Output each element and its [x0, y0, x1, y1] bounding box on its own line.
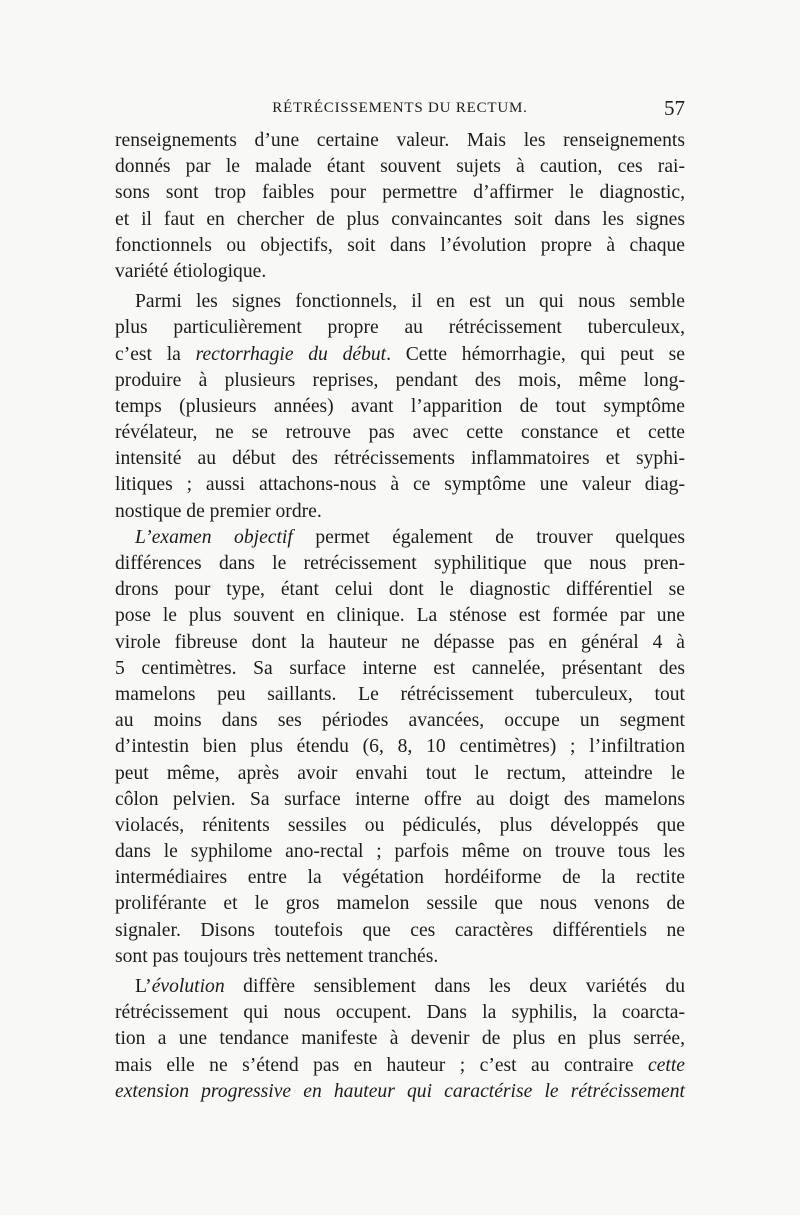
paragraph	[115, 974, 685, 1105]
paragraph	[115, 289, 685, 525]
text-line: donnés par le malade étant souvent sujets à caution, ces rai-	[115, 156, 685, 178]
text-line: nostique de premier ordre.	[115, 500, 322, 522]
text-line: d’intestin bien plus étendu (6, 8, 10 centimètres) ; l’infiltration	[115, 736, 685, 758]
paragraph	[115, 525, 685, 970]
text-line: L’évolution diffère sensiblement dans les deux variétés du	[135, 976, 685, 997]
text-line: virole fibreuse dont la hauteur ne dépasse pas en général 4 à	[115, 631, 685, 653]
text-line: différences dans le retrécissement syphilitique que nous pren-	[115, 553, 685, 574]
text-line: rétrécissement qui nous occupent. Dans la syphilis, la coarcta-	[115, 1002, 685, 1024]
text-line: sons sont trop faibles pour permettre d’affirmer le diagnostic,	[115, 182, 685, 204]
text-line: signaler. Disons toutefois que ces caractères différentiels ne	[115, 919, 685, 941]
text-line: intensité au début des rétrécissements inflammatoires et syphi-	[115, 448, 685, 470]
text-line: fonctionnels ou objectifs, soit dans l’évolution propre à chaque	[115, 234, 685, 256]
text-line: Parmi les signes fonctionnels, il en est un qui nous semble	[135, 291, 685, 313]
text-line: violacés, rénitents sessiles ou pédiculés, plus développés que	[115, 814, 685, 836]
text-line: côlon pelvien. Sa surface interne offre au doigt des mamelons	[115, 788, 685, 810]
text-line: c’est la rectorrhagie du début. Cette hémorrhagie, qui peut se	[115, 343, 685, 365]
text-line: mais elle ne s’étend pas en hauteur ; c’est au contraire cette	[115, 1054, 685, 1076]
text-line: pose le plus souvent en clinique. La sténose est formée par une	[115, 605, 685, 627]
text-line: mamelons peu saillants. Le rétrécissement tuberculeux, tout	[115, 683, 685, 705]
text-line: renseignements d’une certaine valeur. Mais les renseignements	[115, 130, 685, 151]
text-line: produire à plusieurs reprises, pendant des mois, même long-	[115, 369, 685, 391]
text-line: tion a une tendance manifeste à devenir de plus en plus serrée,	[115, 1028, 685, 1050]
text-line: proliférante et le gros mamelon sessile que nous venons de	[115, 893, 685, 915]
text-line: drons pour type, étant celui dont le diagnostic différentiel se	[115, 579, 685, 601]
text-line: peut même, après avoir envahi tout le rectum, atteindre le	[115, 762, 685, 784]
text-line: 5 centimètres. Sa surface interne est cannelée, présentant des	[115, 657, 685, 679]
text-line: intermédiaires entre la végétation hordéiforme de la rectite	[115, 867, 685, 889]
page-number: 57	[664, 96, 685, 120]
running-title: RÉTRÉCISSEMENTS DU RECTUM.	[272, 100, 528, 116]
paragraph	[115, 128, 685, 285]
text-line: variété étiologique.	[115, 260, 267, 282]
text-line: révélateur, ne se retrouve pas avec cette constance et cette	[115, 422, 685, 444]
text-line: extension progressive en hauteur qui caractérise le rétrécissement	[115, 1080, 685, 1102]
page-header	[115, 96, 685, 126]
text-line: sont pas toujours très nettement tranchés.	[115, 945, 439, 967]
text-line: litiques ; aussi attachons-nous à ce symptôme une valeur diag-	[115, 474, 685, 496]
text-line: au moins dans ses périodes avancées, occupe un segment	[115, 710, 685, 732]
text-line: L’examen objectif permet également de trouver quelques	[135, 526, 685, 548]
text-line: temps (plusieurs années) avant l’apparition de tout symptôme	[115, 395, 685, 417]
text-line: plus particulièrement propre au rétrécissement tuberculeux,	[115, 317, 685, 339]
text-line: et il faut en chercher de plus convaincantes soit dans les signes	[115, 208, 685, 230]
text-line: dans le syphilome ano-rectal ; parfois même on trouve tous les	[115, 841, 685, 863]
body-text	[115, 128, 685, 1105]
